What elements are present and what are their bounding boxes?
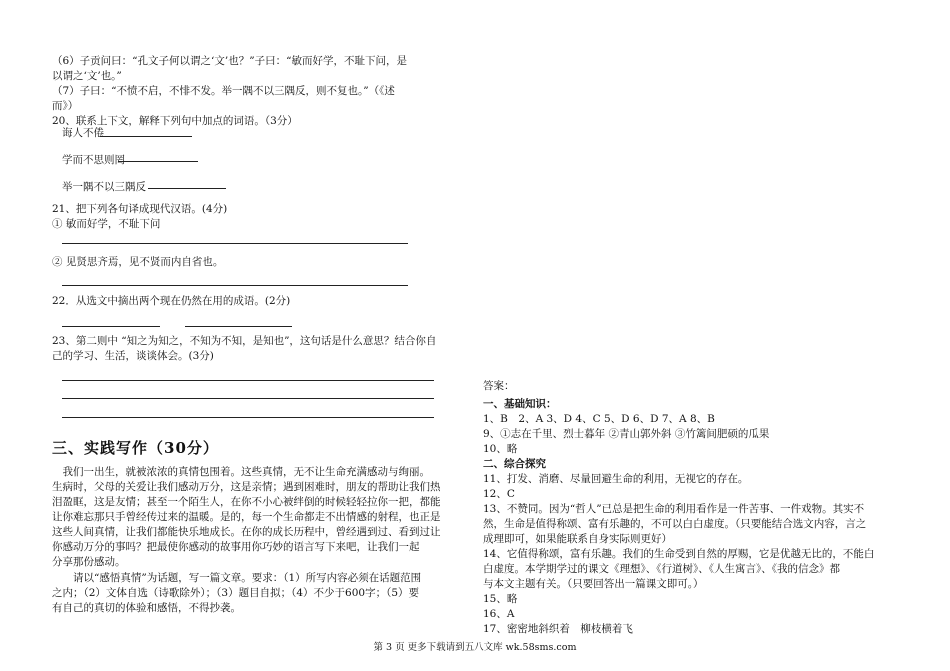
answer-line-text: 一、基础知识： bbox=[483, 398, 557, 410]
answer-line[interactable] bbox=[62, 398, 434, 399]
answers-title: 答案： bbox=[483, 380, 515, 392]
answer-line-text: 然，生命是值得称颂、富有乐趣的，不可以白白虚度。（只要能结合选文内容，言之 bbox=[483, 518, 867, 530]
q22-wrap bbox=[52, 294, 290, 309]
answer-line-text: 10、略 bbox=[483, 443, 518, 455]
answer-line-text: 13、不赞同。因为“哲人”已总是把生命的利用看作是一件苦事、一件戏物。其实不 bbox=[483, 503, 865, 515]
requirement-line: 有自己的真切的体验和感悟，不得抄袭。 bbox=[52, 602, 241, 614]
q7-text-cont: 而》） bbox=[52, 100, 79, 112]
q20-item-3 bbox=[62, 180, 146, 195]
answer-line[interactable] bbox=[118, 161, 198, 162]
answer-line[interactable] bbox=[185, 326, 292, 327]
answer-line[interactable] bbox=[62, 243, 408, 244]
answer-line-text: 15、略 bbox=[483, 593, 518, 605]
essay-line: 我们一出生，就被浓浓的真情包围着。这些真情，无不让生命充满感动与绚丽。 bbox=[52, 466, 430, 478]
answer-line-text: 12、C bbox=[483, 488, 515, 500]
answer-line[interactable] bbox=[62, 285, 408, 286]
answers-list bbox=[483, 397, 903, 637]
answer-line[interactable] bbox=[62, 380, 434, 381]
q23-prompt: 23、第二则中 “知之为知之，不知为不知，是知也”，这句话是什么意思？结合你自 bbox=[52, 335, 437, 347]
left-column bbox=[52, 54, 462, 129]
q21-prompt: 21、把下列各句译成现代汉语。(4分) bbox=[52, 203, 228, 215]
answer-line-text: 与本文主题有关。（只要回答出一篇课文即可。） bbox=[483, 578, 704, 590]
q6-text: （6）子贡问曰：“孔文子何以谓之‘文’也？”子曰：“敏而好学，不耻下问，是 bbox=[52, 55, 407, 67]
answer-line-text: 白虚度。本学期学过的课文《理想》、《行道树》、《人生寓言》、《我的信念》都 bbox=[483, 563, 840, 575]
essay-intro bbox=[52, 465, 472, 570]
q20-item-text: 诲人不倦 bbox=[62, 127, 104, 139]
answer-line[interactable] bbox=[100, 136, 192, 137]
q20-item-2 bbox=[62, 153, 125, 168]
essay-line: 你感动万分的事吗？把最使你感动的故事用你巧妙的语言写下来吧，让我们一起 bbox=[52, 541, 420, 553]
q20-item-1 bbox=[62, 126, 104, 141]
q20-item-text: 学而不思则罔 bbox=[62, 154, 125, 166]
answer-line[interactable] bbox=[148, 188, 226, 189]
q22-prompt: 22．从选文中摘出两个现在仍然在用的成语。(2分) bbox=[52, 295, 291, 307]
q6-text-cont: 以谓之‘文’也。” bbox=[52, 70, 122, 82]
answer-line-text: 二、综合探究 bbox=[483, 458, 546, 470]
answer-line-text: 1、B 2、A 3、D 4、C 5、D 6、D 7、A 8、B bbox=[483, 413, 715, 425]
answer-line-text: 11、打发、消磨、尽量回避生命的利用，无视它的存在。 bbox=[483, 473, 749, 485]
q20-prompt: 20、联系上下文，解释下列句中加点的词语。（3分） bbox=[52, 115, 298, 127]
essay-line: 生病时，父母的关爱让我们感动万分，这是亲情；遇到困难时，朋友的帮助让我们热 bbox=[52, 481, 441, 493]
requirement-line: 之内；（2）文体自选（诗歌除外）；（3）题目自拟；（4）不少于600字；（5）要 bbox=[52, 587, 420, 599]
essay-line: 这些人间真情，让我们都能快乐地成长。在你的成长历程中，曾经遇到过、看到过让 bbox=[52, 526, 441, 538]
q23-prompt-cont: 己的学习、生活，谈谈体会。(3分) bbox=[52, 350, 214, 362]
answer-line[interactable] bbox=[62, 326, 160, 327]
answer-line-text: 16、A bbox=[483, 608, 515, 620]
answer-line-text: 17、密密地斜织着 柳枝横着飞 bbox=[483, 623, 633, 635]
answer-line-text: 14、它值得称颂，富有乐趣。我们的生命受到自然的厚赐，它是优越无比的，不能白 bbox=[483, 548, 875, 560]
essay-requirements bbox=[52, 571, 472, 616]
section-3-heading: 三、实践写作（30分） bbox=[52, 439, 219, 457]
answer-line-text: 成理即可，如果能联系自身实际则更好） bbox=[483, 533, 672, 545]
essay-line: 让你难忘那只手曾经传过来的温暖。是的，每一个生命都走不出情感的射程，也正是 bbox=[52, 511, 441, 523]
q21-block bbox=[52, 202, 227, 232]
essay-line: 分享那份感动。 bbox=[52, 556, 126, 568]
q23-wrap bbox=[52, 334, 436, 364]
q20-item-text: 举一隅不以三隅反 bbox=[62, 181, 146, 193]
page-footer: 第 3 页 更多下载请到五八文库 wk.58sms.com bbox=[373, 642, 577, 653]
q21-item-a: ① 敏而好学，不耻下问 bbox=[52, 218, 161, 230]
q21-item-b: ② 见贤思齐焉，见不贤而内自省也。 bbox=[52, 256, 224, 268]
answer-line[interactable] bbox=[62, 417, 434, 418]
essay-line: 泪盈眶，这是友情；甚至一个陌生人，在你不小心被绊倒的时候轻轻拉你一把，都能 bbox=[52, 496, 441, 508]
answer-line-text: 9、①志在千里、烈士暮年 ②青山郭外斜 ③竹篱间肥硕的瓜果 bbox=[483, 428, 770, 440]
q21-item-b-wrap bbox=[52, 255, 223, 270]
requirement-line: 请以“感悟真情”为话题，写一篇文章。要求：（1）所写内容必须在话题范围 bbox=[52, 572, 422, 584]
q7-text: （7）子曰：“不愤不启，不悱不发。举一隅不以三隅反，则不复也。”（《述 bbox=[52, 85, 395, 97]
